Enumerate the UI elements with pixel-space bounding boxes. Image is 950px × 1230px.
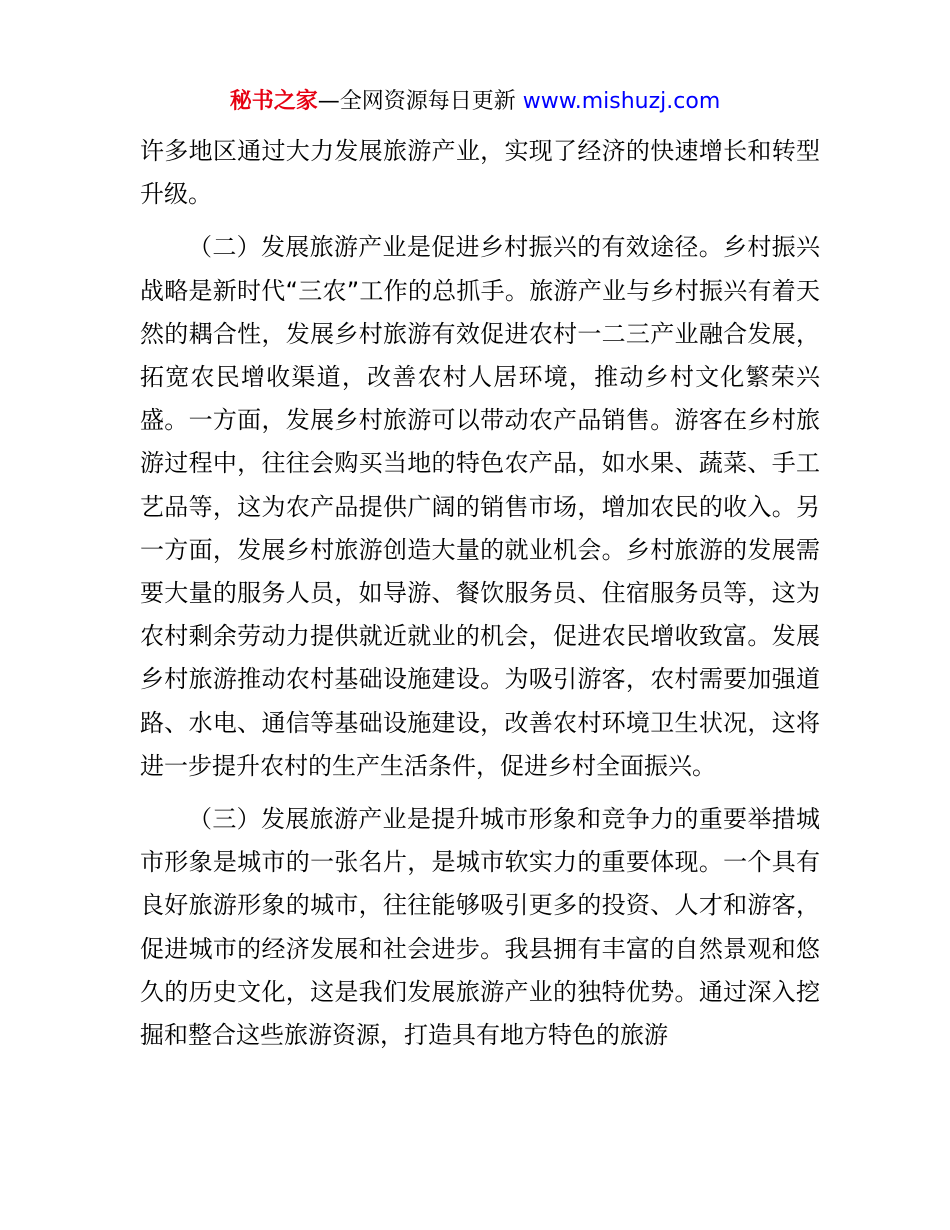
document-body	[140, 130, 820, 1057]
site-brand: 秘书之家	[229, 89, 318, 114]
paragraph-section-3: （三）发展旅游产业是提升城市形象和竞争力的重要举措城市形象是城市的一张名片，是城市软实力的重要体现。一个具有良好旅游形象的城市，往往能够吸引更多的投资、人才和游客，促进城市的经济发展和社会进步。我县拥有丰富的自然景观和悠久的历史文化，这是我们发展旅游产业的独特优势。通过深入挖掘和整合这些旅游资源，打造具有地方特色的旅游	[140, 805, 820, 1050]
site-slogan: —全网资源每日更新	[317, 89, 523, 114]
site-header	[0, 86, 950, 118]
paragraph-section-2: （二）发展旅游产业是促进乡村振兴的有效途径。乡村振兴战略是新时代“三农”工作的总抓手。旅游产业与乡村振兴有着天然的耦合性，发展乡村旅游有效促进农村一二三产业融合发展，拓宽农民增收渠道，改善农村人居环境，推动乡村文化繁荣兴盛。一方面，发展乡村旅游可以带动农产品销售。游客在乡村旅游过程中，往往会购买当地的特色农产品，如水果、蔬菜、手工艺品等，这为农产品提供广阔的销售市场，增加农民的收入。另一方面，发展乡村旅游创造大量的就业机会。乡村旅游的发展需要大量的服务人员，如导游、餐饮服务员、住宿服务员等，这为农村剩余劳动力提供就近就业的机会，促进农民增收致富。发展乡村旅游推动农村基础设施建设。为吸引游客，农村需要加强道路、水电、通信等基础设施建设，改善农村环境卫生状况，这将进一步提升农村的生产生活条件，促进乡村全面振兴。	[140, 233, 820, 780]
paragraph-continuation: 许多地区通过大力发展旅游产业，实现了经济的快速增长和转型升级。	[140, 137, 820, 209]
site-url[interactable]: www.mishuzj.com	[522, 89, 721, 114]
